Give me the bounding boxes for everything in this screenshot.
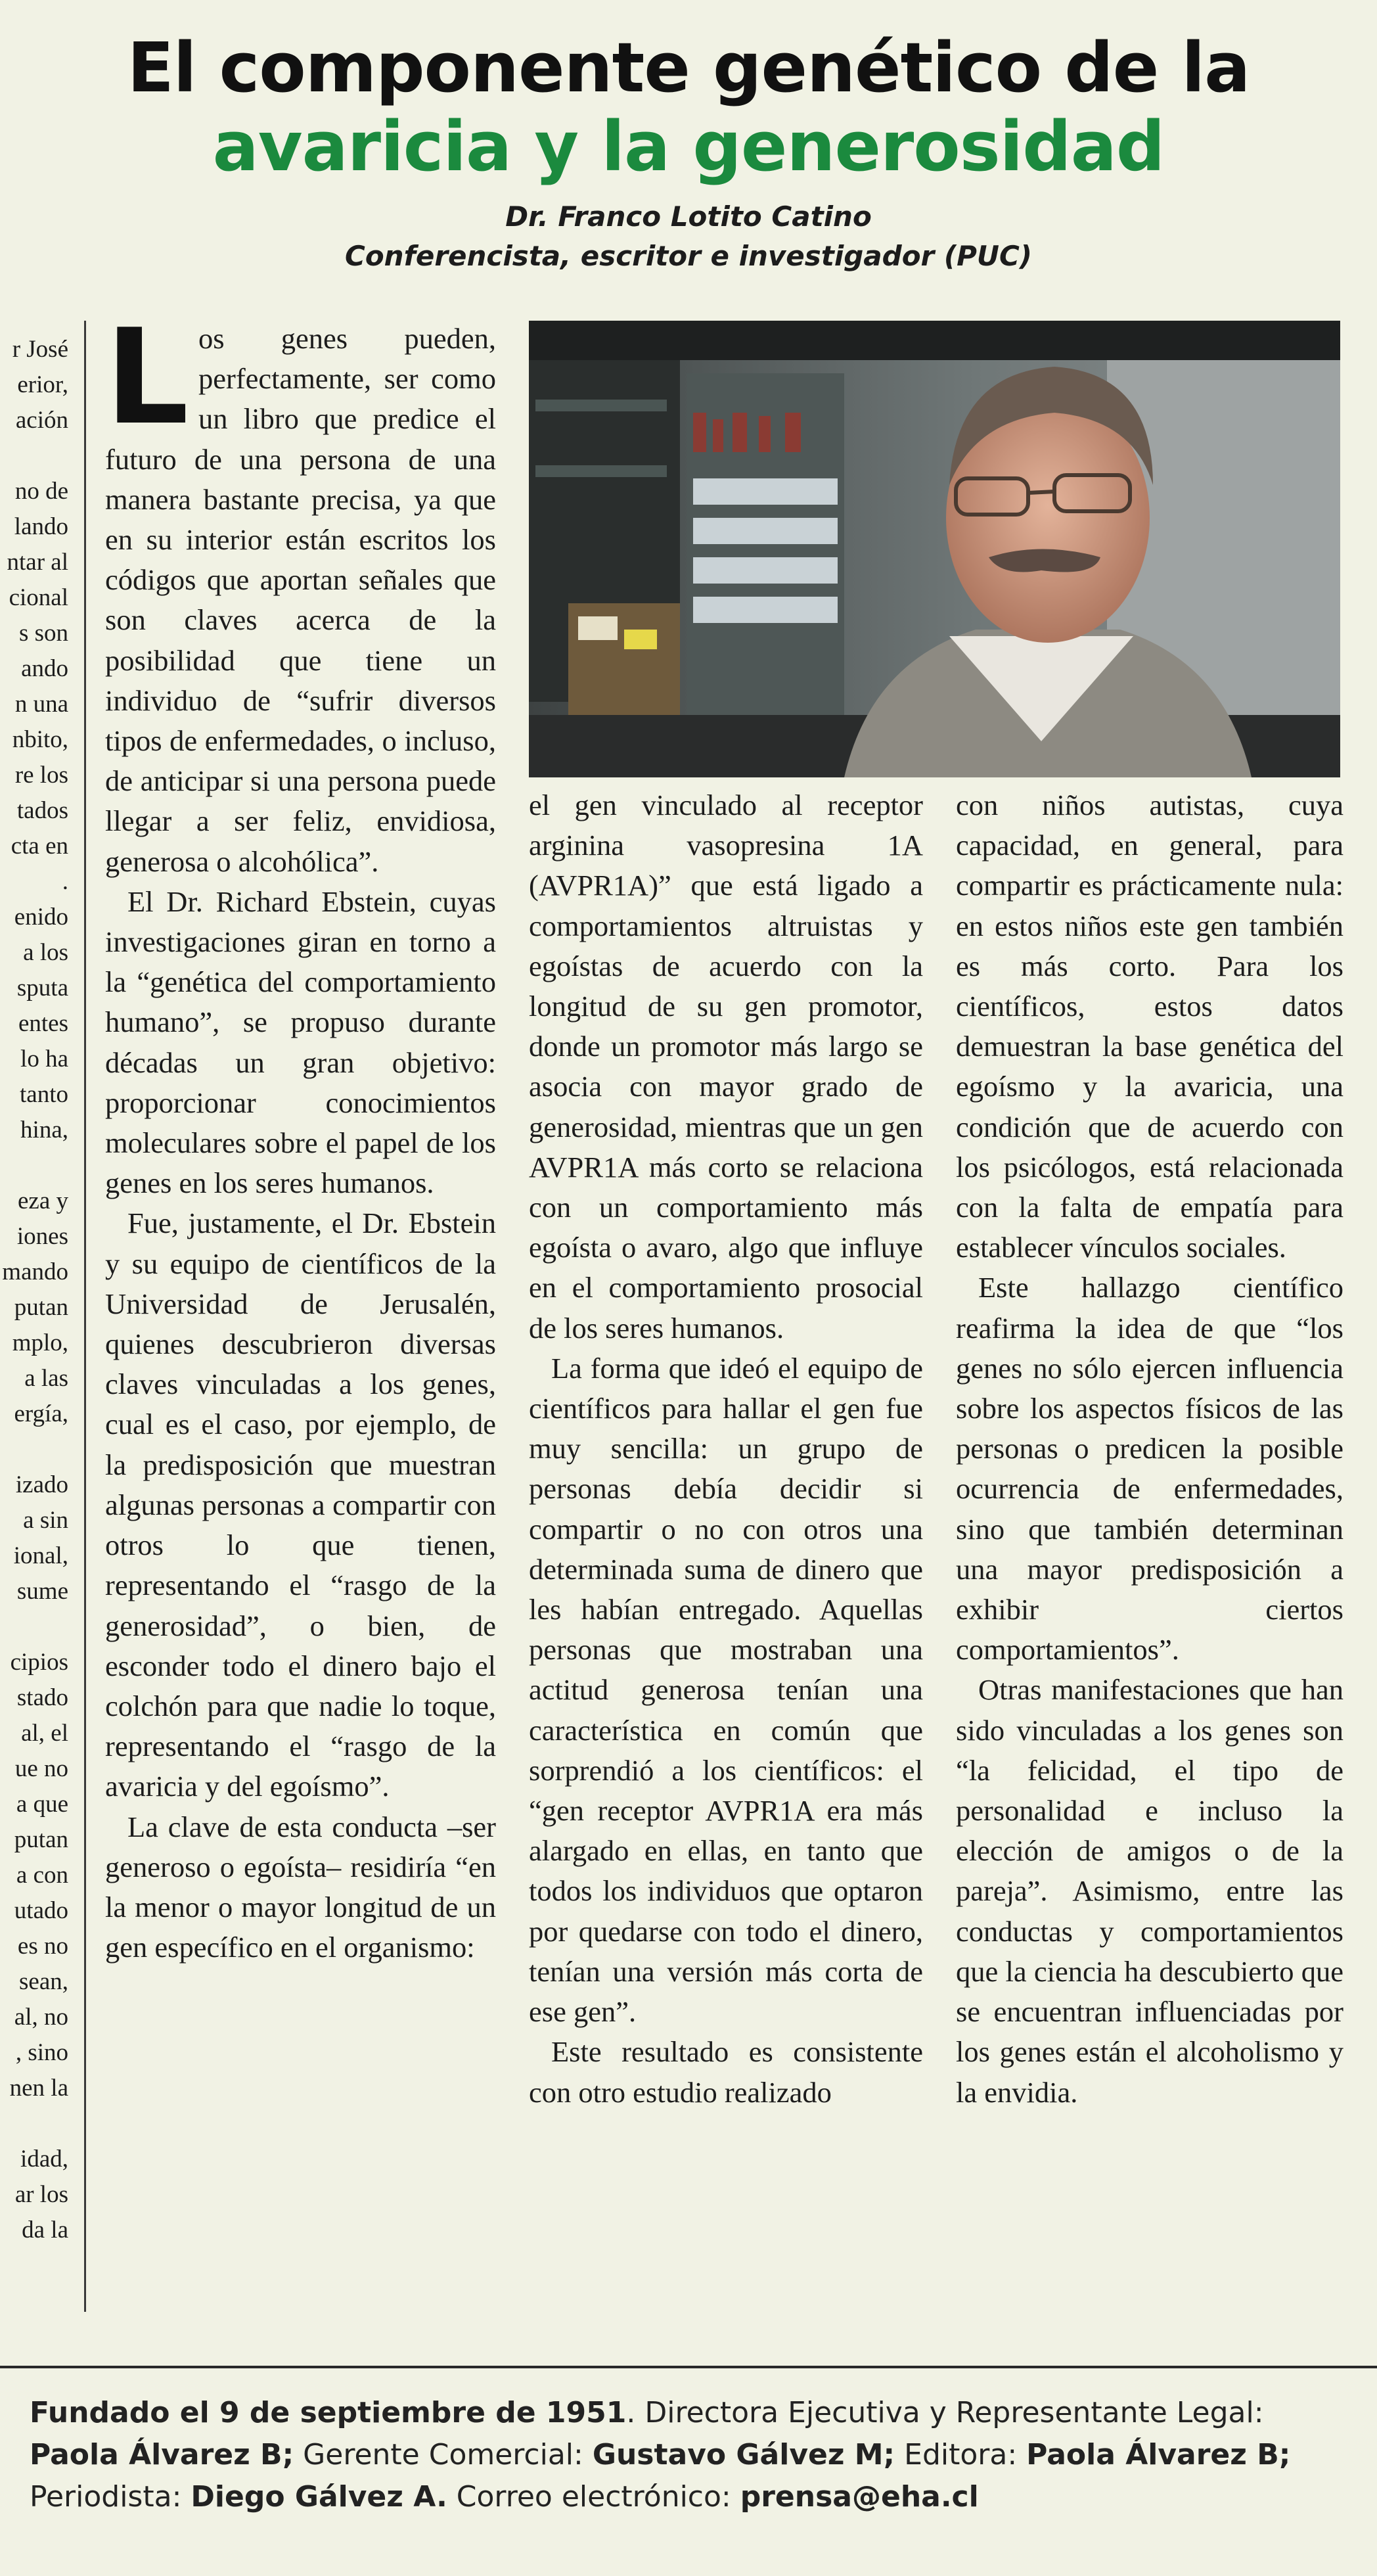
- director-name: Paola Álvarez B;: [30, 2438, 294, 2472]
- previous-article-fragment: ue no: [14, 1755, 68, 1782]
- previous-article-fragment: putan: [14, 1294, 68, 1321]
- previous-article-fragment: a sin: [23, 1507, 68, 1534]
- byline: [0, 197, 1377, 276]
- previous-article-fragment: izado: [15, 1471, 68, 1498]
- previous-article-fragment: ntar al: [7, 549, 68, 576]
- previous-article-fragment: hina,: [20, 1116, 68, 1143]
- founded-date: Fundado el 9 de septiembre de 1951: [30, 2396, 627, 2429]
- drop-cap: L: [105, 301, 189, 454]
- previous-article-fragment: a los: [23, 939, 68, 966]
- footer-line-1: Fundado el 9 de septiembre de 1951. Directora Ejecutiva y Representante Legal:: [30, 2396, 1264, 2429]
- previous-article-column: [0, 332, 71, 2303]
- footer-line-2: Paola Álvarez B; Gerente Comercial: Gustavo Gálvez M; Editora: Paola Álvarez B;: [30, 2438, 1291, 2472]
- previous-article-fragment: ando: [21, 655, 68, 682]
- previous-article-fragment: erior,: [17, 371, 68, 398]
- previous-article-fragment: putan: [14, 1826, 68, 1853]
- article-paragraph: Fue, justamente, el Dr. Ebstein y su equipo de científicos de la Universidad de Jerusalén, quienes descubrieron diversas claves vinculadas a los genes, cual es el caso, por ejemplo, de la predisposición que muestran algunas personas a compartir con otros lo que tienen, representando el “rasgo de la generosidad”, o bien, de esconder todo el dinero bajo el colchón para que nadie lo toque, representando el “rasgo de la avaricia y del egoísmo”.: [105, 1207, 496, 1803]
- column-divider: [84, 321, 86, 2312]
- article-paragraph: Otras manifestaciones que han sido vinculadas a los genes son “la felicidad, el tipo de personalidad e incluso la elección de amigos o de la pareja”. Asimismo, entre las conductas y comportamientos que la ciencia ha descubierto que se encuentran influenciadas por los genes están el alcoholismo y la envidia.: [956, 1673, 1343, 2109]
- article-column-3: [956, 785, 1343, 2113]
- previous-article-fragment: cional: [9, 584, 68, 611]
- previous-article-fragment: utado: [14, 1897, 68, 1924]
- previous-article-fragment: ergía,: [14, 1400, 68, 1427]
- previous-article-fragment: stado: [16, 1684, 68, 1711]
- previous-article-fragment: mplo,: [12, 1329, 68, 1356]
- commercial-manager-name: Gustavo Gálvez M;: [592, 2438, 895, 2472]
- previous-article-fragment: iones: [16, 1223, 68, 1250]
- previous-article-fragment: a que: [16, 1791, 68, 1818]
- previous-article-fragment: ación: [15, 407, 68, 434]
- previous-article-fragment: sume: [16, 1578, 68, 1605]
- article-paragraph: La clave de esta conducta –ser generoso o egoísta– residiría “en la menor o mayor longitud de un gen específico en el organismo:: [105, 1810, 496, 1964]
- article-paragraph: el gen vinculado al receptor arginina vasopresina 1A (AVPR1A)” que está ligado a comportamientos altruistas y egoístas de acuerdo con la longitud de su gen promotor, donde un promotor más largo se asocia con mayor grado de generosidad, mientras que un gen AVPR1A más corto se relaciona con un comportamiento más egoísta o avaro, algo que influye en el comportamiento prosocial de los seres humanos.: [529, 789, 923, 1345]
- previous-article-fragment: da la: [22, 2217, 68, 2243]
- previous-article-fragment: .: [62, 868, 68, 895]
- previous-article-fragment: idad,: [20, 2146, 68, 2173]
- previous-article-fragment: lando: [14, 513, 68, 540]
- previous-article-fragment: sean,: [19, 1968, 68, 1995]
- contact-email[interactable]: prensa@eha.cl: [740, 2480, 979, 2514]
- previous-article-fragment: a las: [24, 1365, 68, 1392]
- author-photo: [529, 321, 1340, 777]
- previous-article-fragment: al, no: [14, 2004, 68, 2031]
- article-paragraph: con niños autistas, cuya capacidad, en general, para compartir es prácticamente nula: en estos niños este gen también es más corto. Para los científicos, estos datos demuestran la base genética del egoísmo y la avaricia, una condición que de acuerdo con los psicólogos, está relacionada con la falta de empatía para establecer vínculos sociales.: [956, 789, 1343, 1264]
- article-column-2: [529, 785, 923, 2113]
- article-paragraph: La forma que ideó el equipo de científicos para hallar el gen fue muy sencilla: un grupo de personas debía decidir si compartir o no con otros una determinada suma de dinero que les habían entregado. Aquellas personas que mostraban una actitud generosa tenían una característica en común que sorprendió a los científicos: el “gen receptor AVPR1A era más alargado en ellas, en tanto que todos los individuos que optaron por quedarse con todo el dinero, tenían una versión más corta de ese gen”.: [529, 1351, 923, 2029]
- previous-article-fragment: al, el: [21, 1720, 68, 1747]
- previous-article-fragment: mando: [2, 1258, 68, 1285]
- author-name: Dr. Franco Lotito Catino: [505, 200, 872, 233]
- previous-article-fragment: lo ha: [20, 1046, 68, 1072]
- previous-article-fragment: ional,: [13, 1542, 68, 1569]
- headline-line-1: El componente genético de la: [127, 28, 1250, 108]
- previous-article-fragment: a con: [16, 1862, 68, 1889]
- headline-line-2: avaricia y la generosidad: [212, 106, 1165, 187]
- previous-article-fragment: re los: [14, 762, 68, 789]
- previous-article-fragment: ar los: [14, 2181, 68, 2208]
- previous-article-fragment: tanto: [20, 1081, 68, 1108]
- previous-article-fragment: cta en: [11, 833, 68, 860]
- previous-article-fragment: tados: [16, 797, 68, 824]
- previous-article-fragment: sputa: [16, 975, 68, 1001]
- previous-article-fragment: cipios: [10, 1649, 68, 1676]
- previous-article-fragment: enido: [14, 904, 68, 931]
- previous-article-fragment: r José: [12, 336, 68, 363]
- previous-article-fragment: nbito,: [12, 726, 68, 753]
- previous-article-fragment: s son: [18, 620, 68, 647]
- previous-article-fragment: es no: [17, 1933, 68, 1960]
- previous-article-fragment: entes: [18, 1010, 68, 1037]
- article-column-1: [105, 301, 496, 1967]
- article-paragraph: Los genes pueden, perfectamente, ser como un libro que predice el futuro de una persona de una manera bastante precisa, ya que en su interior están escritos los códigos que aportan señales que son claves acerca de la posibilidad que tiene un individuo de “sufrir diversos tipos de enfermedades, o incluso, de anticipar si una persona puede llegar a ser feliz, envidiosa, generosa o alcohólica”.: [105, 301, 496, 878]
- article-paragraph: Este resultado es consistente con otro estudio realizado: [529, 2035, 923, 2109]
- author-role: Conferencista, escritor e investigador (PUC): [345, 240, 1032, 272]
- footer-line-3: Periodista: Diego Gálvez A. Correo electrónico: prensa@eha.cl: [30, 2480, 979, 2514]
- previous-article-fragment: eza y: [17, 1187, 68, 1214]
- editor-name: Paola Álvarez B;: [1026, 2438, 1291, 2472]
- previous-article-fragment: nen la: [9, 2075, 68, 2102]
- previous-article-fragment: no de: [14, 478, 68, 505]
- masthead-footer: [30, 2392, 1350, 2518]
- previous-article-fragment: , sino: [15, 2039, 68, 2066]
- article-paragraph: El Dr. Richard Ebstein, cuyas investigaciones giran en torno a la “genética del comportamiento humano”, se propuso durante décadas un gran objetivo: proporcionar conocimientos moleculares sobre el papel de los genes en los seres humanos.: [105, 885, 496, 1200]
- journalist-name: Diego Gálvez A.: [191, 2480, 447, 2514]
- footer-divider: [0, 2366, 1377, 2368]
- article-paragraph: Este hallazgo científico reafirma la idea de que “los genes no sólo ejercen influencia sobre los aspectos físicos de las personas o predicen la posible ocurrencia de enfermedades, sino que también determinan una mayor predisposición a exhibir ciertos comportamientos”.: [956, 1271, 1343, 1667]
- previous-article-fragment: n una: [14, 691, 68, 718]
